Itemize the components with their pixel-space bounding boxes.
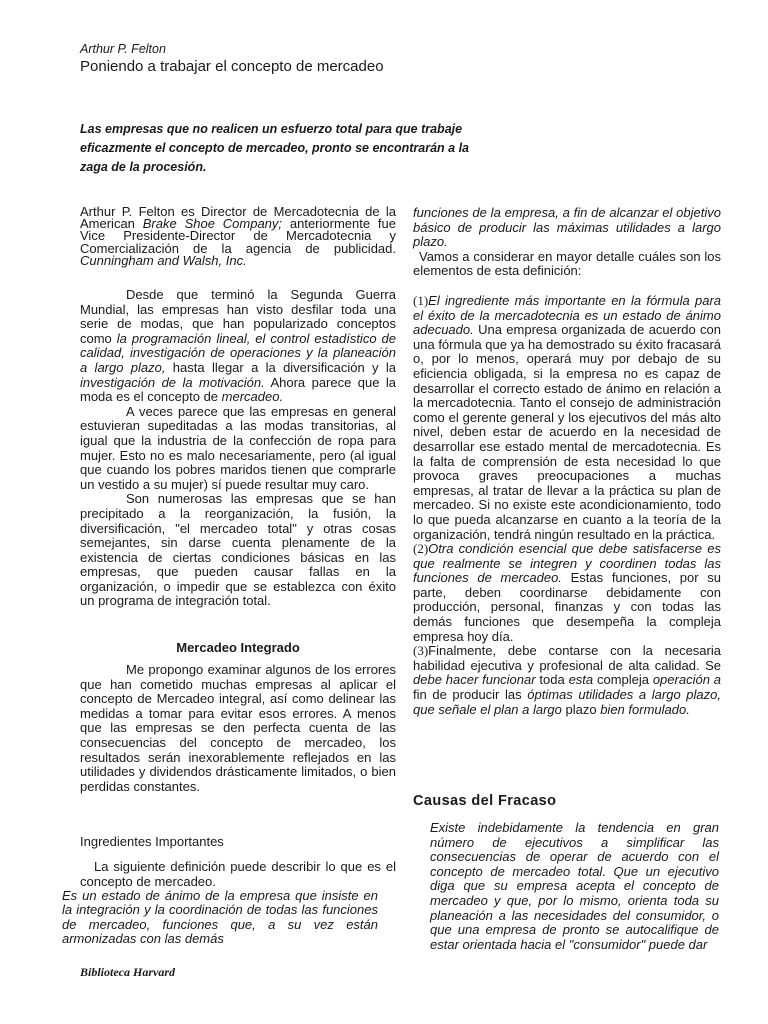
section-heading-ingredientes: Ingredientes Importantes <box>80 834 224 849</box>
ingredients-list <box>413 294 721 717</box>
paragraph-7: Existe indebidamente la tendencia en gran número de ejecutivos a simplificar las consecuencias de operar de acuerdo con el concepto de mercadeo total. Que un ejecutivo diga que su empresa acepta el concepto de mercadeo y que, por lo mismo, orienta toda su planeación a las necesidades del consumidor, o que una empresa de pronto se autocalifique de estar orientada hacia el "consumidor" puede dar <box>430 820 719 952</box>
footer-source: Biblioteca Harvard <box>80 965 175 979</box>
paragraph-6: Vamos a considerar en mayor detalle cuáles son los elementos de esta definición: <box>413 248 721 279</box>
paragraph-1: Desde que terminó la Segunda Guerra Mundial, las empresas han visto desfilar toda una serie de modas, que han popularizado conceptos como la programación lineal, el control estadístico de calidad, investigación de operaciones y la planeación a largo plazo, hasta llegar a la diversificación y la investigación de la motivación. Ahora parece que la moda es el concepto de mercadeo. <box>80 287 396 405</box>
lede-paragraph: Las empresas que no realicen un esfuerzo total para que trabaje eficazmente el concepto de mercadeo, pronto se encontrarán a la zaga de la procesión. <box>80 122 470 174</box>
paragraph-4: Me propongo examinar algunos de los errores que han cometido muchas empresas al aplicar el concepto de Mercadeo integral, así como delinear las medidas a tomar para evitar esos errores. A menos que las empresas se den perfecta cuenta de las consecuencias del concepto de mercadeo, los resultados serán inexorablemente reflejados en las utilidades y dividendos drásticamente limitados, o bien perdidas constantes. <box>80 662 396 794</box>
left-body <box>80 288 396 609</box>
definition-quote: Es un estado de ánimo de la empresa que insiste en la integración y la coordinación de todas las funciones de mercadeo, funciones que, a su vez están armonizadas con las demás <box>62 888 378 947</box>
right-body-top <box>413 206 721 279</box>
section-heading-mercadeo-integrado: Mercadeo Integrado <box>176 640 300 655</box>
paragraph-4-block <box>80 663 396 794</box>
paragraph-3: Son numerosas las empresas que se han precipitado a la reorganización, la fusión, la diversificación, "el mercadeo total" y otras cosas semejantes, sin darse cuenta plenamente de la existencia de ciertas condiciones básicas en las empresas, que pueden causar fallas en la organización, o impedir que se establezca con éxito un programa de integración total. <box>80 491 396 609</box>
author-name: Arthur P. Felton <box>80 42 166 56</box>
ingredient-2: (2)Otra condición esencial que debe satisfacerse es que realmente se integren y coordinen todas las funciones de mercadeo. Estas funciones, por su parte, deben coordinarse debidamente con producción, personal, finanzas y con todas las demás funciones que desempeña la compleja empresa hoy día. <box>413 541 721 644</box>
article-title: Poniendo a trabajar el concepto de mercadeo <box>80 58 384 75</box>
author-bio: Arthur P. Felton es Director de Mercadotecnia de la American Brake Shoe Company; anteriormente fue Vice Presidente-Director de Mercadotecnia y Comercialización de la agencia de publicidad. Cunningham and Walsh, Inc. <box>80 204 396 268</box>
ingredient-3: (3)Finalmente, debe contarse con la necesaria habilidad ejecutiva y profesional de alta calidad. Se debe hacer funcionar toda esta compleja operación a fin de producir las óptimas utilidades a largo plazo, que señale el plan a largo plazo bien formulado. <box>413 643 721 717</box>
definition-continuation: funciones de la empresa, a fin de alcanzar el objetivo básico de producir las máximas utilidades a largo plazo. <box>413 205 721 250</box>
paragraph-5: La siguiente definición puede describir lo que es el concepto de mercadeo. <box>80 859 396 889</box>
ingredient-1: (1)El ingrediente más importante en la fórmula para el éxito de la mercadotecnia es un estado de ánimo adecuado. Una empresa organizada de acuerdo con una fórmula que ya ha demostrado su éxito fracasará o, por lo menos, operará muy por debajo de su eficiencia obligada, si la empresa no es capaz de desarrollar el correcto estado de ánimo en relación a la mercadotecnia. Tanto el consejo de administración como el gerente general y los ejecutivos del más alto nivel, deben estar de acuerdo en la necesidad de desarrollar ese estado mental de mercadotecnia. Es la falta de comprensión de esta necesidad lo que provoca graves preocupaciones a muchas empresas, al tratar de llevar a la práctica su plan de mercadeo. Si no existe este acondicionamiento, todo lo que pueda alcanzarse en cuanto a la teoría de la organización, tendrá ningún resultado en la práctica. <box>413 293 721 542</box>
paragraph-2: A veces parece que las empresas en general estuvieran supeditadas a las modas transitorias, al igual que la industria de la confección de ropa para mujer. Esto no es malo necesariamente, pero (al igual que cuando los pobres maridos tienen que comprarle un vestido a su mujer) sí puede resultar muy caro. <box>80 403 396 492</box>
section-heading-causas: Causas del Fracaso <box>413 793 557 809</box>
